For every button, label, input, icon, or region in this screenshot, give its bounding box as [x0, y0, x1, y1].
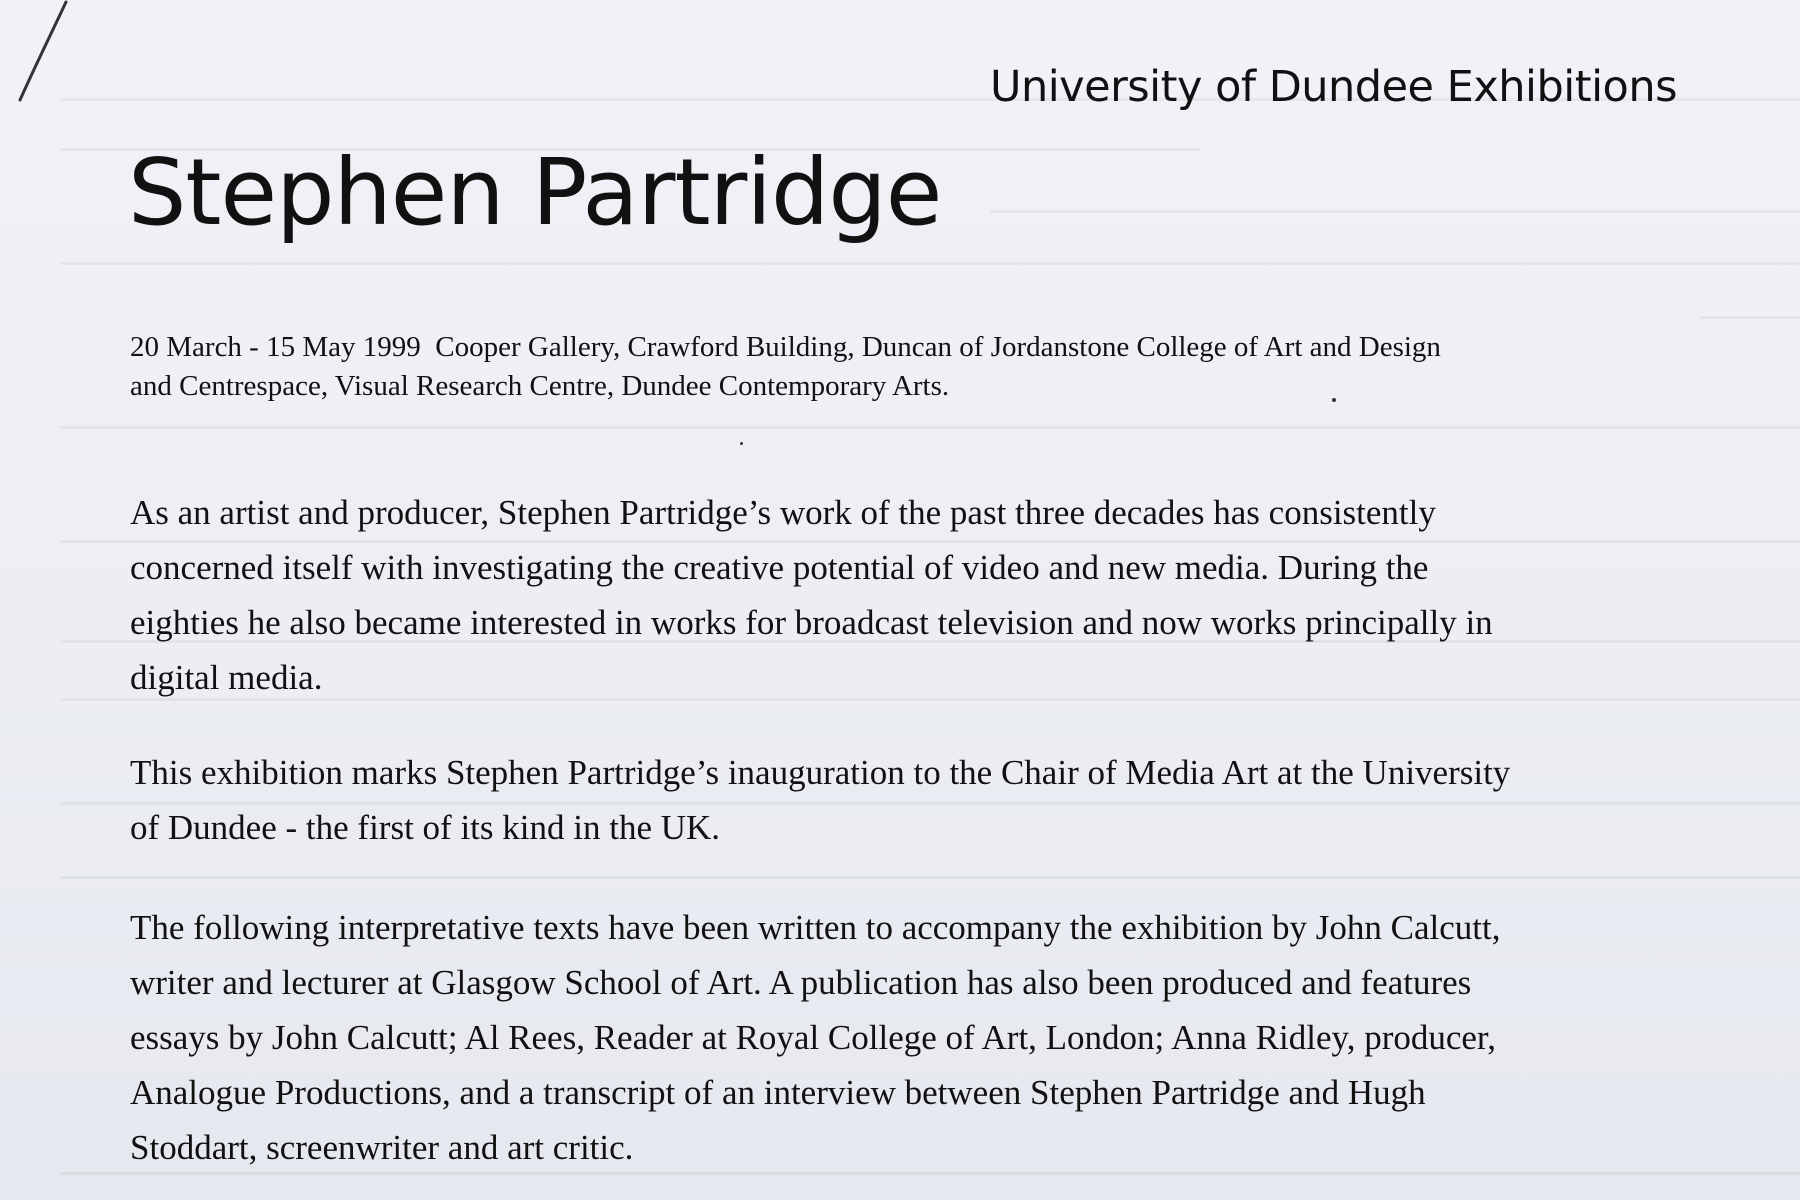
paragraph-line: writer and lecturer at Glasgow School of Art. A publication has also been produced and features	[130, 963, 1472, 1002]
paragraph-line: of Dundee - the first of its kind in the UK.	[130, 808, 721, 847]
paragraph-line: essays by John Calcutt; Al Rees, Reader at Royal College of Art, London; Anna Ridley, producer,	[130, 1018, 1496, 1057]
ink-speck	[1332, 398, 1336, 402]
bleed-through-line	[60, 262, 1800, 265]
exhibition-venue-1: Cooper Gallery, Crawford Building, Duncan of Jordanstone College of Art and Design	[435, 331, 1441, 363]
paragraph-line: digital media.	[130, 658, 323, 697]
paragraph-line: As an artist and producer, Stephen Partridge’s work of the past three decades has consistently	[130, 493, 1436, 532]
dates-venue-line	[130, 328, 1710, 367]
texts-paragraph	[130, 900, 1720, 1175]
intro-paragraph	[130, 485, 1720, 705]
exhibition-dates: 20 March - 15 May 1999	[130, 331, 421, 363]
paragraph-line: The following interpretative texts have been written to accompany the exhibition by John Calcutt,	[130, 908, 1501, 947]
paragraph-line: Stoddart, screenwriter and art critic.	[130, 1128, 634, 1167]
paragraph-line: concerned itself with investigating the creative potential of video and new media. During the	[130, 548, 1429, 587]
exhibition-dates-venue	[130, 328, 1710, 406]
paragraph-line: Analogue Productions, and a transcript of an interview between Stephen Partridge and Hugh	[130, 1073, 1426, 1112]
paragraph-line: eighties he also became interested in works for broadcast television and now works principally in	[130, 603, 1493, 642]
artist-name-title: Stephen Partridge	[128, 139, 942, 246]
paragraph-line: This exhibition marks Stephen Partridge’s inauguration to the Chair of Media Art at the University	[130, 753, 1511, 792]
inauguration-paragraph	[130, 745, 1720, 855]
bleed-through-line	[990, 210, 1800, 213]
ink-speck	[740, 442, 743, 445]
bleed-through-line	[1700, 316, 1800, 319]
exhibition-venue-2: and Centrespace, Visual Research Centre, Dundee Contemporary Arts.	[130, 370, 950, 402]
bleed-through-line	[60, 876, 1800, 879]
pen-mark-icon	[8, 0, 68, 110]
bleed-through-line	[60, 426, 1800, 429]
exhibitions-header: University of Dundee Exhibitions	[990, 62, 1678, 112]
